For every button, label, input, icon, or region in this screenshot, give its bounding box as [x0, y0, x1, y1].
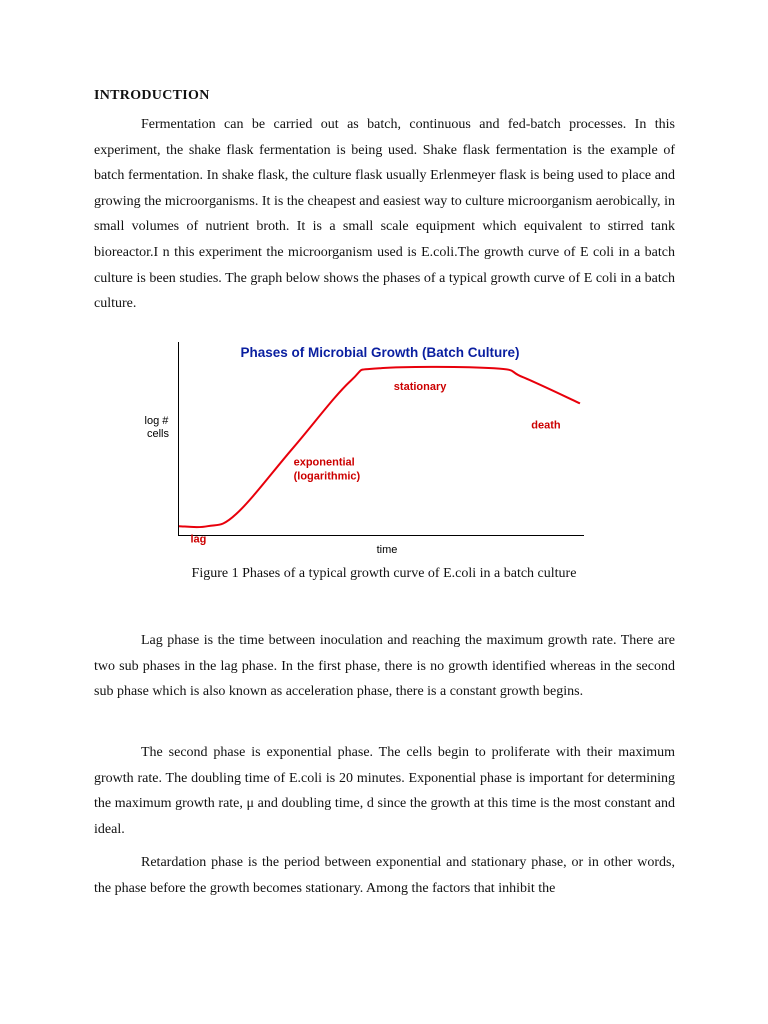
- chart-title: Phases of Microbial Growth (Batch Culture): [240, 345, 520, 360]
- phase-label-lag: lag: [190, 533, 207, 546]
- figure-caption: Figure 1 Phases of a typical growth curve of E.coli in a batch culture: [191, 566, 577, 581]
- section-heading: INTRODUCTION: [94, 88, 210, 103]
- phase-label-logarithmic: (logarithmic): [293, 470, 361, 483]
- intro-paragraph: Fermentation can be carried out as batch, continuous and fed-batch processes. In this experiment, the shake flask fermentation is being used. Shake flask fermentation is the example of batch fermentation. In shake flask, the culture flask usually Erlenmeyer flask is being used to place and growing the microorganisms. It is the cheapest and easiest way to culture microorganism aerobically, in small volumes of nutrient broth. It is a small scale equipment which equivalent to stirred tank bioreactor.I n this experiment the microorganism used is E.coli.The growth curve of E coli in a batch culture is been studies. The graph below shows the phases of a typical growth curve of E coli in a batch culture.: [94, 117, 675, 312]
- x-axis-label: time: [376, 544, 398, 556]
- phase-label-exponential: exponential: [293, 456, 355, 469]
- growth-curve-chart: [138, 336, 598, 562]
- phase-label-death: death: [531, 419, 561, 432]
- phase-label-stationary: stationary: [393, 380, 447, 393]
- exponential-phase-paragraph: The second phase is exponential phase. The cells begin to proliferate with their maximum growth rate. The doubling time of E.coli is 20 minutes. Exponential phase is important for determining the maximum growth rate, μ and doubling time, d since the growth at this time is the most constant and ideal.: [94, 745, 675, 837]
- growth-curve-line: [179, 367, 580, 527]
- retardation-phase-paragraph: Retardation phase is the period between exponential and stationary phase, or in other words, the phase before the growth becomes stationary. Among the factors that inhibit the: [94, 855, 675, 896]
- y-axis-label: log # cells: [144, 415, 170, 440]
- lag-phase-paragraph: Lag phase is the time between inoculation and reaching the maximum growth rate. There are two sub phases in the lag phase. In the first phase, there is no growth identified whereas in the second sub phase which is also known as acceleration phase, there is a constant growth begins.: [94, 633, 675, 700]
